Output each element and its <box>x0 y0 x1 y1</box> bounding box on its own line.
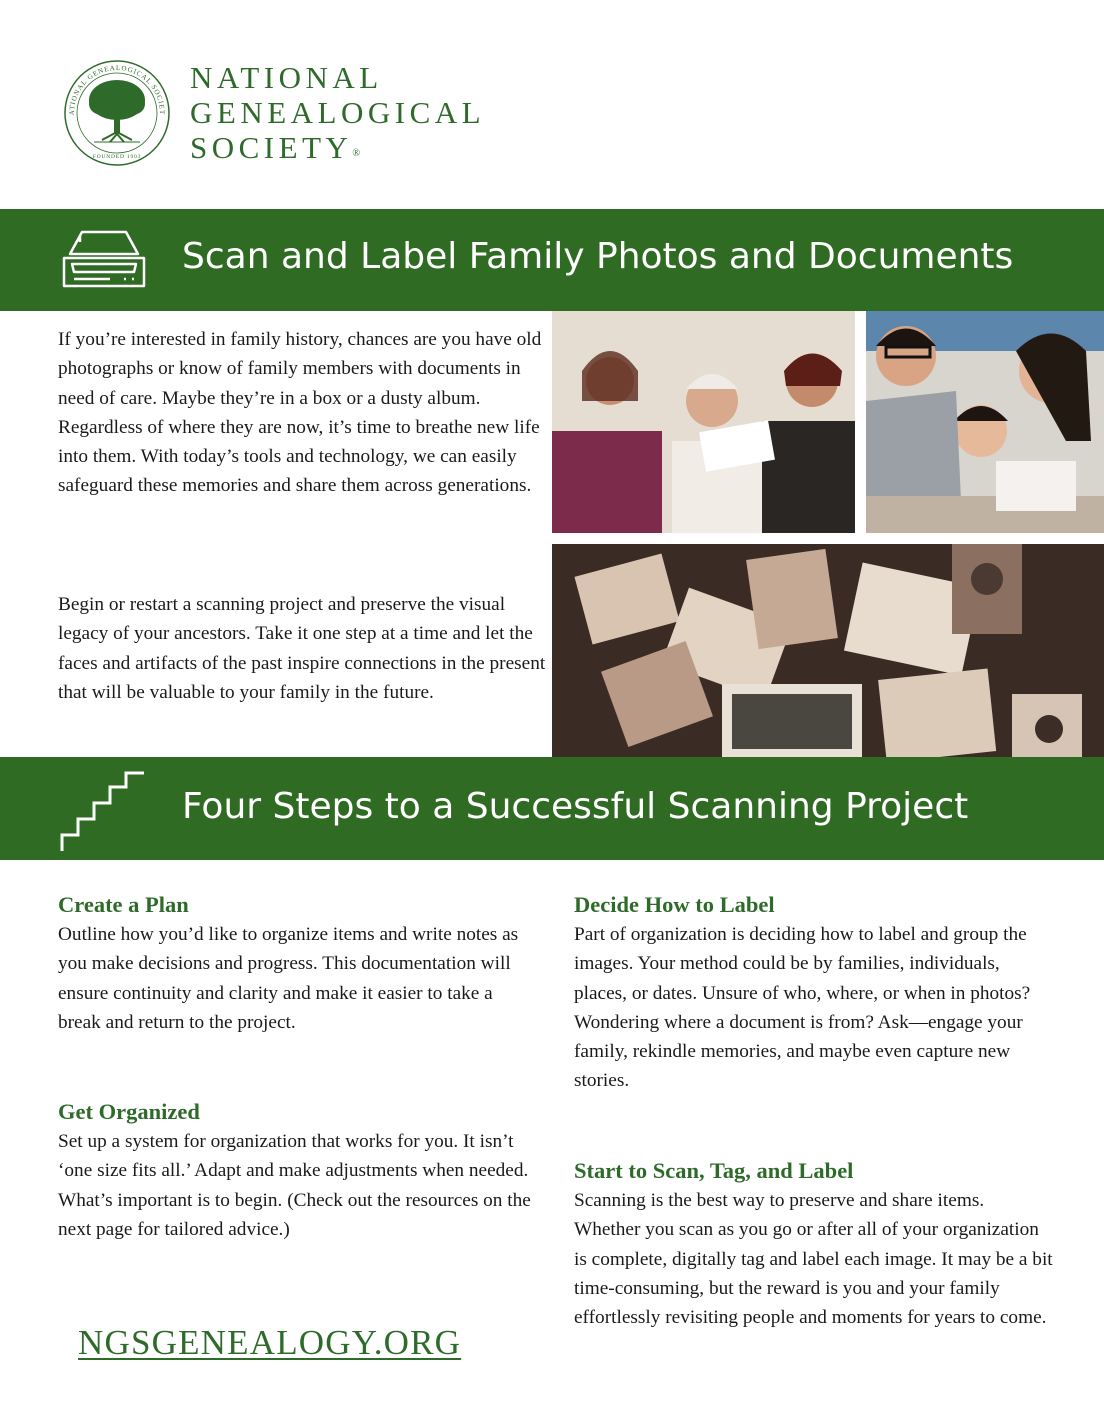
intro-paragraph-2: Begin or restart a scanning project and preserve the visual legacy of your ancestors. Take it one step at a time and let the faces and artifacts of the past inspire connections in the present that will be valuable to your family in the future. <box>58 594 546 703</box>
step-body: Scanning is the best way to preserve and share items. Whether you scan as you go or after all of your organization is complete, digitally tag and label each image. It may be a bit time-consuming, but the reward is you and your family effortlessly revisiting people and moments for years to come. <box>574 1190 1053 1329</box>
organization-name <box>190 60 485 165</box>
intro-paragraph-1: If you’re interested in family history, chances are you have old photographs or know of family members with documents in need of care. Maybe they’re in a box or a dusty album. Regardless of where they are now, it’s time to breathe new life into them. With today’s tools and technology, we can easily safeguard these memories and share them across generations. <box>58 329 542 497</box>
step-heading: Decide How to Label <box>574 892 775 917</box>
step-body: Outline how you’d like to organize items and write notes as you make decisions and progress. This documentation will ensure continuity and clarity and make it easier to take a break and return to the project. <box>58 924 519 1033</box>
org-name-line2: GENEALOGICAL <box>190 95 486 130</box>
photo-pile-of-old-photographs <box>552 544 1104 757</box>
steps-title: Four Steps to a Successful Scanning Project <box>182 786 969 827</box>
step-heading: Create a Plan <box>58 892 189 917</box>
registered-mark: ® <box>352 148 360 159</box>
step-decide-how-to-label <box>574 890 1054 1096</box>
society-seal-logo <box>62 58 172 168</box>
org-name-line1: NATIONAL <box>190 60 383 95</box>
svg-text:NATIONAL GENEALOGICAL SOCIETY: ATIONAL GENEALOGICAL SOCIET <box>67 63 167 116</box>
step-start-to-scan <box>574 1156 1054 1332</box>
step-create-a-plan <box>58 890 538 1037</box>
website-link[interactable]: NGSGENEALOGY.ORG <box>78 1323 462 1362</box>
step-get-organized <box>58 1097 538 1244</box>
stairs-icon <box>58 765 148 860</box>
step-heading: Get Organized <box>58 1099 200 1124</box>
org-name-line3: SOCIETY® <box>190 130 360 165</box>
step-body: Set up a system for organization that works for you. It isn’t ‘one size fits all.’ Adapt and make adjustments when needed. What’s important is to begin. (Check out the resources on the next page for tailored advice.) <box>58 1131 531 1240</box>
step-body: Part of organization is deciding how to label and group the images. Your method could be by families, individuals, places, or dates. Unsure of who, where, or when in photos? Wondering where a document is from? Ask—engage your family, rekindle memories, and maybe even capture new stories. <box>574 924 1031 1092</box>
scanner-icon <box>60 228 148 297</box>
page-title: Scan and Label Family Photos and Documents <box>182 236 1014 277</box>
photo-family-laptop <box>866 311 1104 533</box>
photo-women-viewing-photos <box>552 311 855 533</box>
step-heading: Start to Scan, Tag, and Label <box>574 1158 854 1183</box>
svg-text:FOUNDED 1903: FOUNDED 1903 <box>92 154 142 160</box>
